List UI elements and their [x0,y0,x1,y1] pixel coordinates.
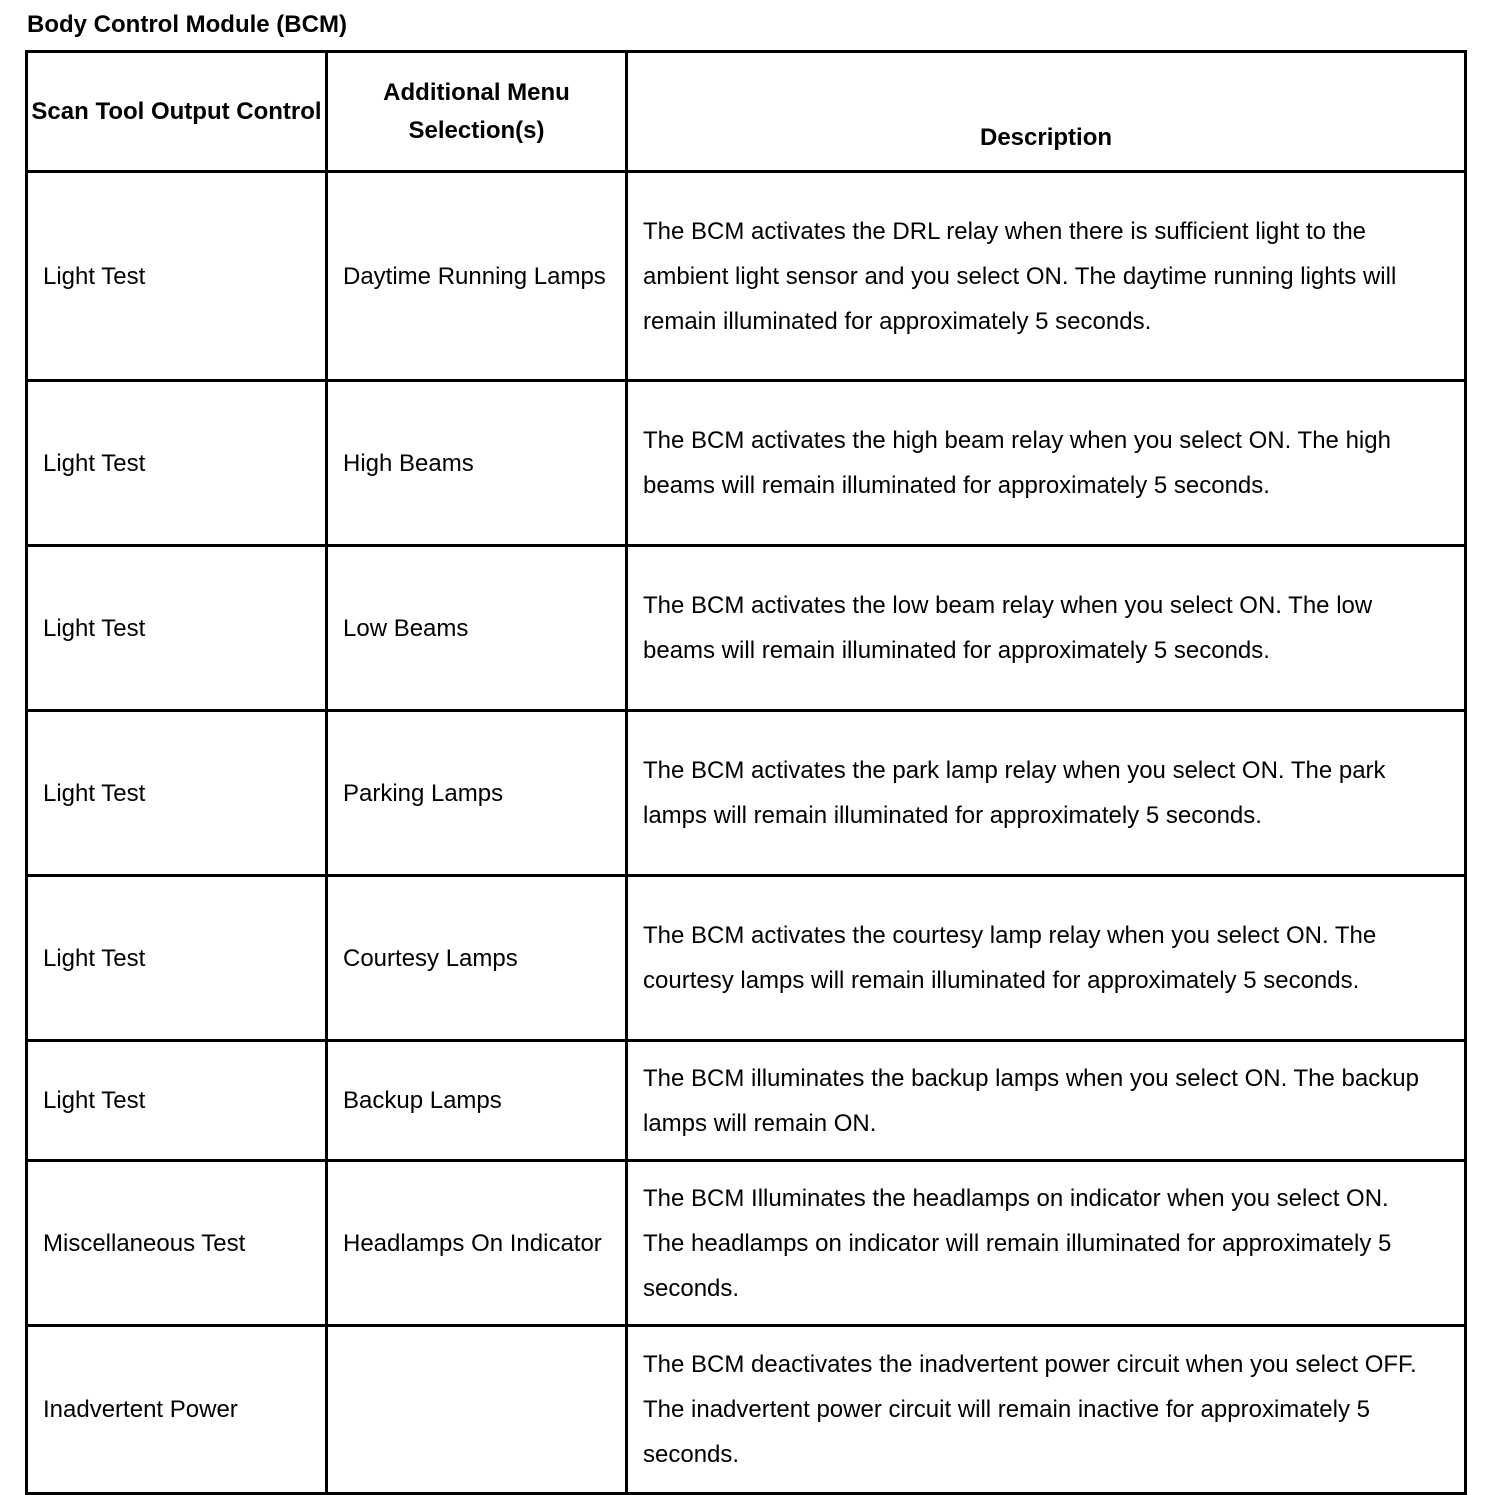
cell-menu-selection: Low Beams [327,546,627,711]
table-row [27,172,1466,381]
cell-menu-selection: Backup Lamps [327,1041,627,1161]
cell-menu-selection: Parking Lamps [327,711,627,876]
cell-output-control: Inadvertent Power [27,1326,327,1494]
table-row [27,1326,1466,1494]
table-row [27,381,1466,546]
table-header-row [27,52,1466,172]
cell-menu-selection: Daytime Running Lamps [327,172,627,381]
cell-description: The BCM Illuminates the headlamps on indicator when you select ON. The headlamps on indicator will remain illuminated for approximately 5 seconds. [627,1161,1466,1326]
cell-output-control: Light Test [27,381,327,546]
cell-output-control: Light Test [27,546,327,711]
bcm-output-control-table [25,50,1467,1495]
column-header-description: Description [627,52,1466,172]
cell-output-control: Light Test [27,1041,327,1161]
cell-menu-selection [327,1326,627,1494]
page-title: Body Control Module (BCM) [27,11,347,38]
table-row [27,1161,1466,1326]
cell-menu-selection: Courtesy Lamps [327,876,627,1041]
cell-description: The BCM activates the high beam relay when you select ON. The high beams will remain illuminated for approximately 5 seconds. [627,381,1466,546]
table-row [27,546,1466,711]
cell-description: The BCM activates the DRL relay when there is sufficient light to the ambient light sensor and you select ON. The daytime running lights will remain illuminated for approximately 5 seconds. [627,172,1466,381]
cell-output-control: Light Test [27,876,327,1041]
cell-output-control: Light Test [27,172,327,381]
table-row [27,876,1466,1041]
table-row [27,711,1466,876]
cell-description: The BCM activates the courtesy lamp relay when you select ON. The courtesy lamps will remain illuminated for approximately 5 seconds. [627,876,1466,1041]
cell-output-control: Miscellaneous Test [27,1161,327,1326]
cell-description: The BCM activates the low beam relay when you select ON. The low beams will remain illuminated for approximately 5 seconds. [627,546,1466,711]
cell-output-control: Light Test [27,711,327,876]
table-row [27,1041,1466,1161]
cell-description: The BCM deactivates the inadvertent power circuit when you select OFF. The inadvertent power circuit will remain inactive for approximately 5 seconds. [627,1326,1466,1494]
cell-description: The BCM activates the park lamp relay when you select ON. The park lamps will remain illuminated for approximately 5 seconds. [627,711,1466,876]
column-header-scan-tool-output-control: Scan Tool Output Control [27,52,327,172]
cell-menu-selection: High Beams [327,381,627,546]
cell-menu-selection: Headlamps On Indicator [327,1161,627,1326]
column-header-additional-menu-selections: Additional Menu Selection(s) [327,52,627,172]
cell-description: The BCM illuminates the backup lamps when you select ON. The backup lamps will remain ON. [627,1041,1466,1161]
